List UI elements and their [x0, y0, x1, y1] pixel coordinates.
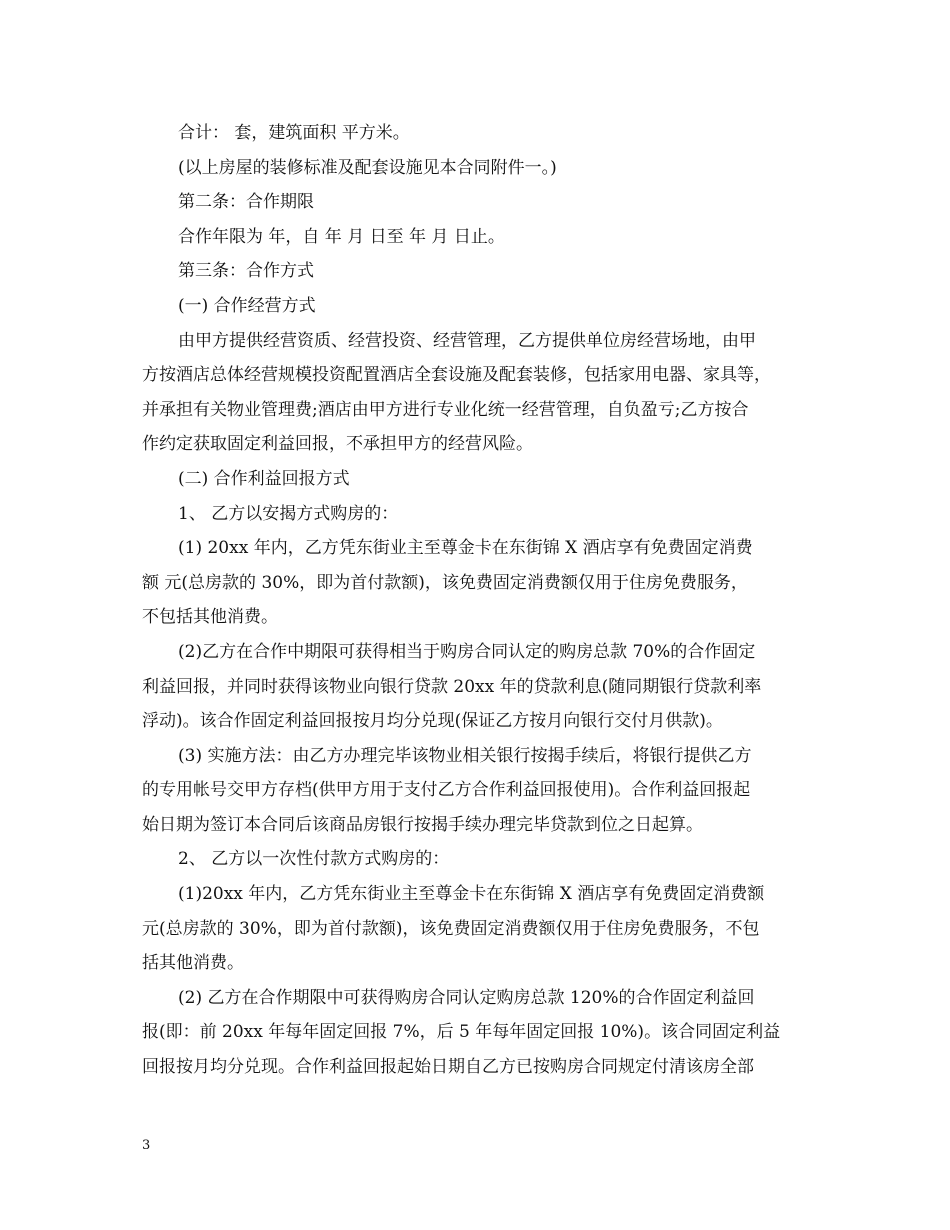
text-line: (二) 合作利益回报方式	[178, 468, 350, 489]
page-number: 3	[142, 1138, 151, 1153]
text-line: (以上房屋的装修标准及配套设施见本合同附件一。)	[178, 157, 557, 178]
text-line: (3) 实施方法：由乙方办理完毕该物业相关银行按揭手续后，将银行提供乙方	[178, 745, 752, 766]
text-line: 额 元(总房款的 30%，即为首付款额)，该免费固定消费额仅用于住房免费服务，	[142, 572, 748, 593]
text-line: (1) 20xx 年内，乙方凭东街业主至尊金卡在东街锦 X 酒店享有免费固定消费	[178, 538, 753, 559]
text-line: 作约定获取固定利益回报，不承担甲方的经营风险。	[142, 434, 533, 455]
text-line: 的专用帐号交甲方存档(供甲方用于支付乙方合作利益回报使用)。合作利益回报起	[142, 780, 751, 801]
text-line: 第二条：合作期限	[178, 192, 314, 213]
text-line: 回报按月均分兑现。合作利益回报起始日期自乙方已按购房合同规定付清该房全部	[142, 1057, 754, 1078]
text-line: 括其他消费。	[142, 953, 244, 974]
text-line: 第三条：合作方式	[178, 261, 314, 282]
text-line: 合作年限为 年，自 年 月 日至 年 月 日止。	[178, 226, 505, 247]
text-line: 1、 乙方以安揭方式购房的：	[178, 503, 399, 524]
text-line: (2) 乙方在合作期限中可获得购房合同认定购房总款 120%的合作固定利益回	[178, 987, 755, 1008]
text-line: 元(总房款的 30%，即为首付款额)，该免费固定消费额仅用于住房免费服务，不包	[142, 918, 760, 939]
text-line: 始日期为签订本合同后该商品房银行按揭手续办理完毕贷款到位之日起算。	[142, 814, 703, 835]
document-body	[142, 116, 822, 1085]
text-line: 浮动)。该合作固定利益回报按月均分兑现(保证乙方按月向银行交付月供款)。	[142, 711, 723, 732]
text-line: 由甲方提供经营资质、经营投资、经营管理，乙方提供单位房经营场地，由甲	[178, 330, 756, 351]
text-line: 合计： 套，建筑面积 平方米。	[178, 123, 410, 143]
text-line: 方按酒店总体经营规模投资配置酒店全套设施及配套装修，包括家用电器、家具等，	[142, 365, 771, 386]
text-line: (1)20xx 年内，乙方凭东街业主至尊金卡在东街锦 X 酒店享有免费固定消费额	[178, 884, 765, 905]
text-line: (一) 合作经营方式	[178, 295, 316, 316]
text-line: 报(即：前 20xx 年每年固定回报 7%，后 5 年每年固定回报 10%)。该合同固定利益	[142, 1022, 781, 1043]
text-line: 2、 乙方以一次性付款方式购房的：	[178, 849, 450, 870]
text-line: 利益回报，并同时获得该物业向银行贷款 20xx 年的贷款利息(随同期银行贷款利率	[142, 676, 762, 697]
text-line: 并承担有关物业管理费;酒店由甲方进行专业化统一经营管理，自负盈亏;乙方按合	[142, 399, 749, 420]
text-line: (2)乙方在合作中期限可获得相当于购房合同认定的购房总款 70%的合作固定	[178, 641, 756, 662]
text-line: 不包括其他消费。	[142, 607, 278, 628]
